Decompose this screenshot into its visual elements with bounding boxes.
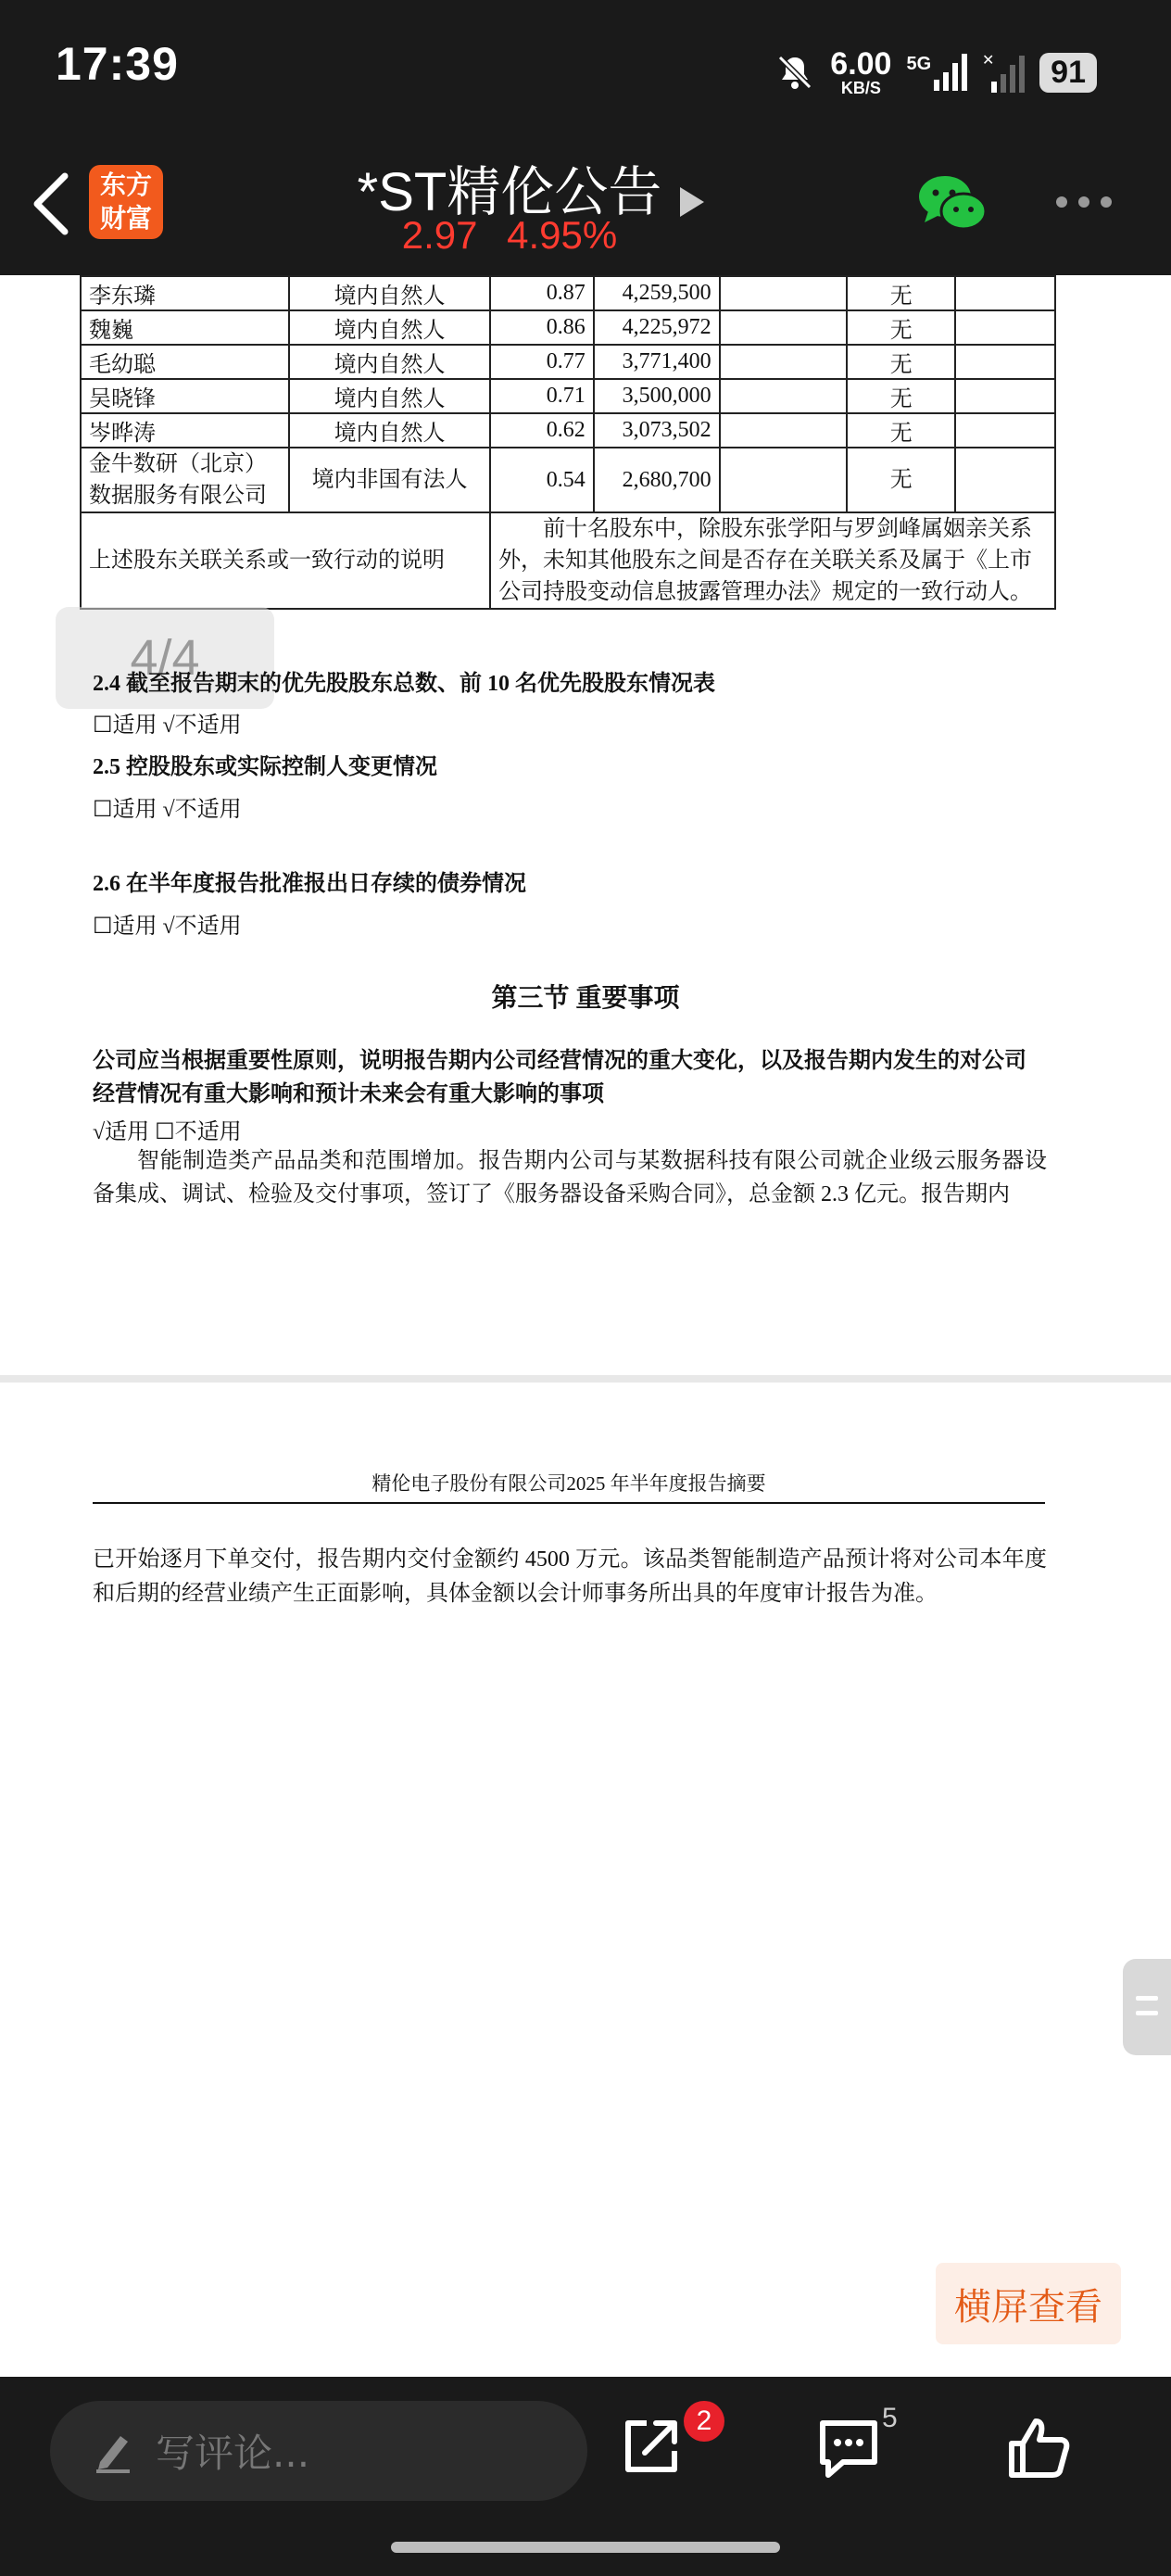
- section-2-5-options: ☐适用 √不适用: [93, 798, 242, 822]
- top-bar: [0, 0, 1171, 275]
- pledge-amount: [955, 448, 1055, 512]
- shareholder-table: [80, 275, 1056, 610]
- section-2-6-title: 2.6 在半年度报告批准报出日存续的债券情况: [93, 872, 526, 896]
- pledge-amount: [955, 310, 1055, 345]
- table-row: [81, 379, 1055, 413]
- holder-name: 金牛数研（北京）数据服务有限公司: [81, 448, 289, 512]
- svg-text:✕: ✕: [982, 52, 995, 69]
- holder-percent: 0.87: [490, 276, 594, 310]
- page-separator: [0, 1375, 1171, 1383]
- holder-shares: 4,225,972: [594, 310, 720, 345]
- holder-percent: 0.86: [490, 310, 594, 345]
- pledge-amount: [955, 413, 1055, 448]
- section-3-title: 第三节 重要事项: [491, 984, 680, 1013]
- holder-name: 李东璘: [81, 276, 289, 310]
- net-speed: 6.00 KB/S: [830, 46, 892, 97]
- restricted-shares: [720, 345, 847, 379]
- restricted-shares: [720, 379, 847, 413]
- section-2-5-title: 2.5 控股股东或实际控制人变更情况: [93, 755, 437, 779]
- landscape-view-button[interactable]: 横屏查看: [936, 2263, 1121, 2344]
- holder-percent: 0.62: [490, 413, 594, 448]
- note-text: 前十名股东中，除股东张学阳与罗剑峰属姻亲关系外，未知其他股东之间是否存在关联关系及属于《上市公司持股变动信息披露管理办法》规定的一致行动人。: [490, 512, 1055, 609]
- holder-shares: 2,680,700: [594, 448, 720, 512]
- pledge-amount: [955, 276, 1055, 310]
- stock-quote: [352, 213, 667, 258]
- restricted-shares: [720, 448, 847, 512]
- page-indicator: 4/4: [56, 607, 274, 709]
- holder-shares: 3,073,502: [594, 413, 720, 448]
- holder-name: 魏巍: [81, 310, 289, 345]
- holder-type: 境内自然人: [289, 310, 490, 345]
- holder-type: 境内自然人: [289, 379, 490, 413]
- back-arrow-icon[interactable]: [24, 167, 80, 241]
- table-row: [81, 276, 1055, 310]
- restricted-shares: [720, 310, 847, 345]
- signal-icon: [934, 54, 967, 91]
- stock-price: 2.97: [401, 213, 478, 257]
- status-time: 17:39: [56, 38, 179, 90]
- pledge-status: 无: [847, 276, 956, 310]
- holder-type: 境内非国有法人: [289, 448, 490, 512]
- holder-name: 岑晔涛: [81, 413, 289, 448]
- section-2-4-title: 2.4 截至报告期末的优先股股东总数、前 10 名优先股股东情况表: [93, 672, 715, 696]
- pledge-status: 无: [847, 448, 956, 512]
- app-logo: 东方 财富: [89, 165, 163, 239]
- holder-type: 境内自然人: [289, 413, 490, 448]
- network-type: 5G: [906, 54, 967, 91]
- table-row: [81, 413, 1055, 448]
- holder-type: 境内自然人: [289, 345, 490, 379]
- play-icon[interactable]: [678, 183, 706, 221]
- pledge-status: 无: [847, 413, 956, 448]
- bottom-bar: [0, 2377, 1171, 2576]
- comments-icon[interactable]: [815, 2418, 882, 2481]
- battery-level: 91: [1039, 53, 1097, 93]
- important-options: √适用 ☐不适用: [93, 1120, 242, 1144]
- wechat-icon[interactable]: [917, 172, 988, 234]
- pledge-status: 无: [847, 379, 956, 413]
- holder-name: 毛幼聪: [81, 345, 289, 379]
- note-label: 上述股东关联关系或一致行动的说明: [81, 512, 490, 609]
- share-badge: 2: [684, 2401, 724, 2442]
- holder-percent: 0.71: [490, 379, 594, 413]
- page-title: *ST精伦公告: [357, 162, 662, 222]
- continued-body: 已开始逐月下单交付，报告期内交付金额约 4500 万元。该品类智能制造产品预计将对公司本年度和后期的经营业绩产生正面影响，具体金额以会计师事务所出具的年度审计报告为准。: [93, 1547, 1047, 1606]
- stock-change: 4.95%: [507, 213, 618, 257]
- status-icons: [774, 44, 1097, 100]
- report-page-header: 精伦电子股份有限公司2025 年半年度报告摘要: [93, 1469, 1045, 1504]
- comment-count: 5: [882, 2403, 898, 2433]
- important-body: 智能制造类产品品类和范围增加。报告期内公司与某数据科技有限公司就企业级云服务器设备集成、调试、检验及交付事项，签订了《服务器设备采购合同》，总金额 2.3 亿元。报告期内: [93, 1149, 1047, 1206]
- comment-input[interactable]: 写评论...: [50, 2401, 587, 2501]
- share-icon[interactable]: [619, 2414, 684, 2479]
- restricted-shares: [720, 276, 847, 310]
- section-2-4-options: ☐适用 √不适用: [93, 713, 242, 738]
- table-note-row: [81, 512, 1055, 609]
- more-icon[interactable]: [1054, 195, 1114, 209]
- holder-percent: 0.77: [490, 345, 594, 379]
- thumbs-up-icon[interactable]: [1006, 2416, 1073, 2481]
- section-2-6-options: ☐适用 √不适用: [93, 915, 242, 939]
- table-row: [81, 310, 1055, 345]
- pledge-amount: [955, 345, 1055, 379]
- mute-bell-icon: [774, 52, 815, 93]
- restricted-shares: [720, 413, 847, 448]
- home-indicator[interactable]: [391, 2542, 780, 2553]
- holder-shares: 4,259,500: [594, 276, 720, 310]
- holder-type: 境内自然人: [289, 276, 490, 310]
- pledge-amount: [955, 379, 1055, 413]
- holder-shares: 3,771,400: [594, 345, 720, 379]
- pencil-icon: [93, 2429, 133, 2473]
- holder-name: 吴晓锋: [81, 379, 289, 413]
- holder-shares: 3,500,000: [594, 379, 720, 413]
- pledge-status: 无: [847, 345, 956, 379]
- signal-weak-icon: [982, 52, 1025, 93]
- important-heading: 公司应当根据重要性原则，说明报告期内公司经营情况的重大变化，以及报告期内发生的对公司经营情况有重大影响和预计未来会有重大影响的事项: [93, 1049, 1026, 1106]
- table-row: [81, 448, 1055, 512]
- side-drawer-handle[interactable]: [1123, 1959, 1171, 2055]
- table-row: [81, 345, 1055, 379]
- holder-percent: 0.54: [490, 448, 594, 512]
- pledge-status: 无: [847, 310, 956, 345]
